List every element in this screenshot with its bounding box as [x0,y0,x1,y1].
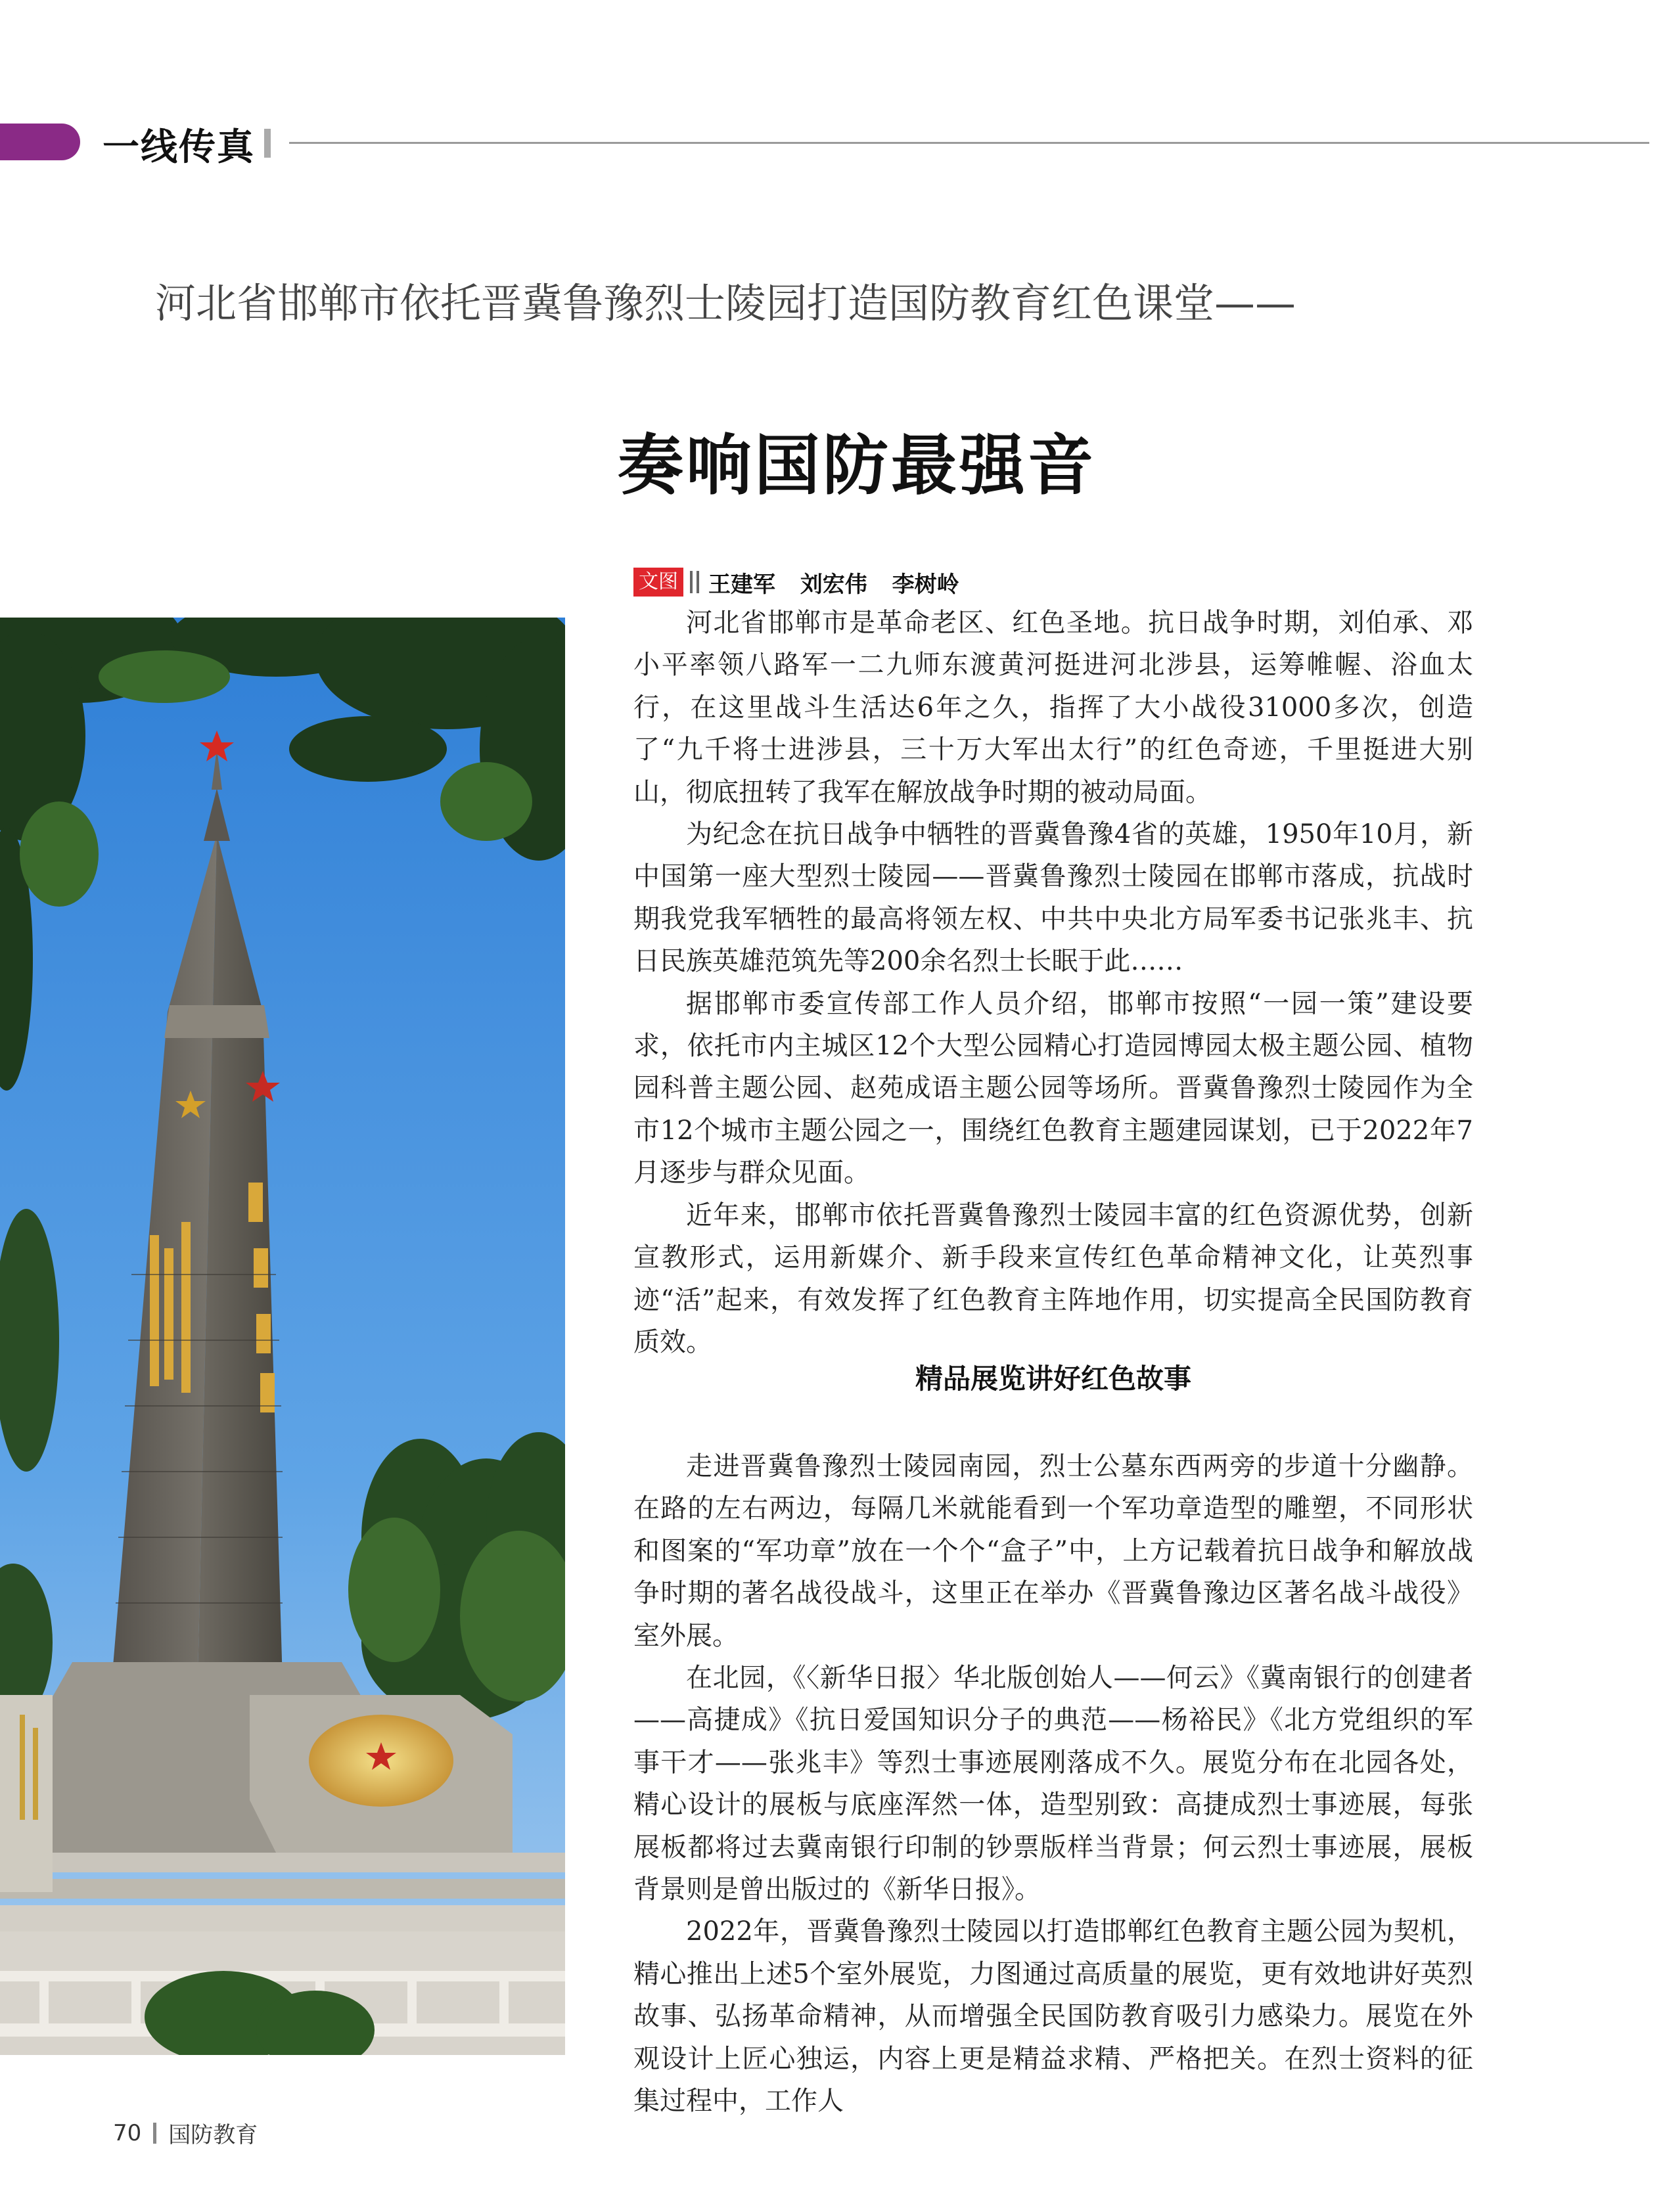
paragraph: 为纪念在抗日战争中牺牲的晋冀鲁豫4省的英雄，1950年10月，新中国第一座大型烈士陵园——晋冀鲁豫烈士陵园在邯郸市落成，抗战时期我党我军牺牲的最高将领左权、中共中央北方局军委书记张兆丰、抗日民族英雄范筑先等200余名烈士长眠于此…… [633,819,1473,977]
section-label: 一线传真 [103,126,255,169]
footer-divider [153,2123,156,2144]
paragraph: 近年来，邯郸市依托晋冀鲁豫烈士陵园丰富的红色资源优势，创新宣教形式，运用新媒介、新手段来宣传红色革命精神文化，让英烈事迹“活”起来，有效发挥了红色教育主阵地作用，切实提高全民国防教育质效。 [633,1200,1473,1357]
byline-authors: 王建军 刘宏伟 李树岭 [708,571,959,598]
paragraph: 据邯郸市委宣传部工作人员介绍，邯郸市按照“一园一策”建设要求，依托市内主城区12个大型公园精心打造园博园太极主题公园、植物园科普主题公园、赵苑成语主题公园等场所。晋冀鲁豫烈士陵园作为全市12个城市主题公园之一，围绕红色教育主题建园谋划，已于2022年7月逐步与群众见面。 [633,988,1473,1188]
article-title: 奏响国防最强音 [618,427,1096,504]
paragraph: 走进晋冀鲁豫烈士陵园南园，烈士公墓东西两旁的步道十分幽静。在路的左右两边，每隔几米就能看到一个军功章造型的雕塑，不同形状和图案的“军功章”放在一个个“盒子”中，上方记载着抗日战争和解放战争时期的著名战役战斗，这里正在举办《晋冀鲁豫边区著名战斗战役》室外展。 [633,1451,1473,1651]
section-divider [264,129,271,158]
publication-name: 国防教育 [168,2122,258,2148]
byline-tag: 文图 [633,568,683,597]
byline-divider [697,571,699,593]
section-marker [0,124,80,160]
header-rule [289,142,1649,144]
monument-photo [0,618,565,2055]
page-number: 70 [113,2119,142,2146]
paragraph: 河北省邯郸市是革命老区、红色圣地。抗日战争时期，刘伯承、邓小平率领八路军一二九师东渡黄河挺进河北涉县，运筹帷幄、浴血太行，在这里战斗生活达6年之久，指挥了大小战役31000多次，创造了“九千将士进涉县，三十万大军出太行”的红色奇迹，千里挺进大别山，彻底扭转了我军在解放战争时期的被动局面。 [633,608,1473,807]
article-body-bottom [633,1445,1473,2123]
article-body-top [633,602,1473,1363]
section-heading: 精品展览讲好红色故事 [915,1363,1191,1395]
byline-divider [690,571,693,593]
page-footer [113,2117,258,2149]
byline [633,566,959,598]
article-subtitle: 河北省邯郸市依托晋冀鲁豫烈士陵园打造国防教育红色课堂—— [155,279,1296,327]
paragraph: 在北园，《〈新华日报〉华北版创始人——何云》《冀南银行的创建者——高捷成》《抗日爱国知识分子的典范——杨裕民》《北方党组织的军事干才——张兆丰》等烈士事迹展刚落成不久。展览分布在北园各处，精心设计的展板与底座浑然一体，造型别致：高捷成烈士事迹展，每张展板都将过去冀南银行印制的钞票版样当背景；何云烈士事迹展，展板背景则是曾出版过的《新华日报》。 [633,1663,1473,1905]
paragraph: 2022年，晋冀鲁豫烈士陵园以打造邯郸红色教育主题公园为契机，精心推出上述5个室外展览，力图通过高质量的展览，更有效地讲好英烈故事、弘扬革命精神，从而增强全民国防教育吸引力感染力。展览在外观设计上匠心独运，内容上更是精益求精、严格把关。在烈士资料的征集过程中，工作人 [633,1916,1473,2117]
